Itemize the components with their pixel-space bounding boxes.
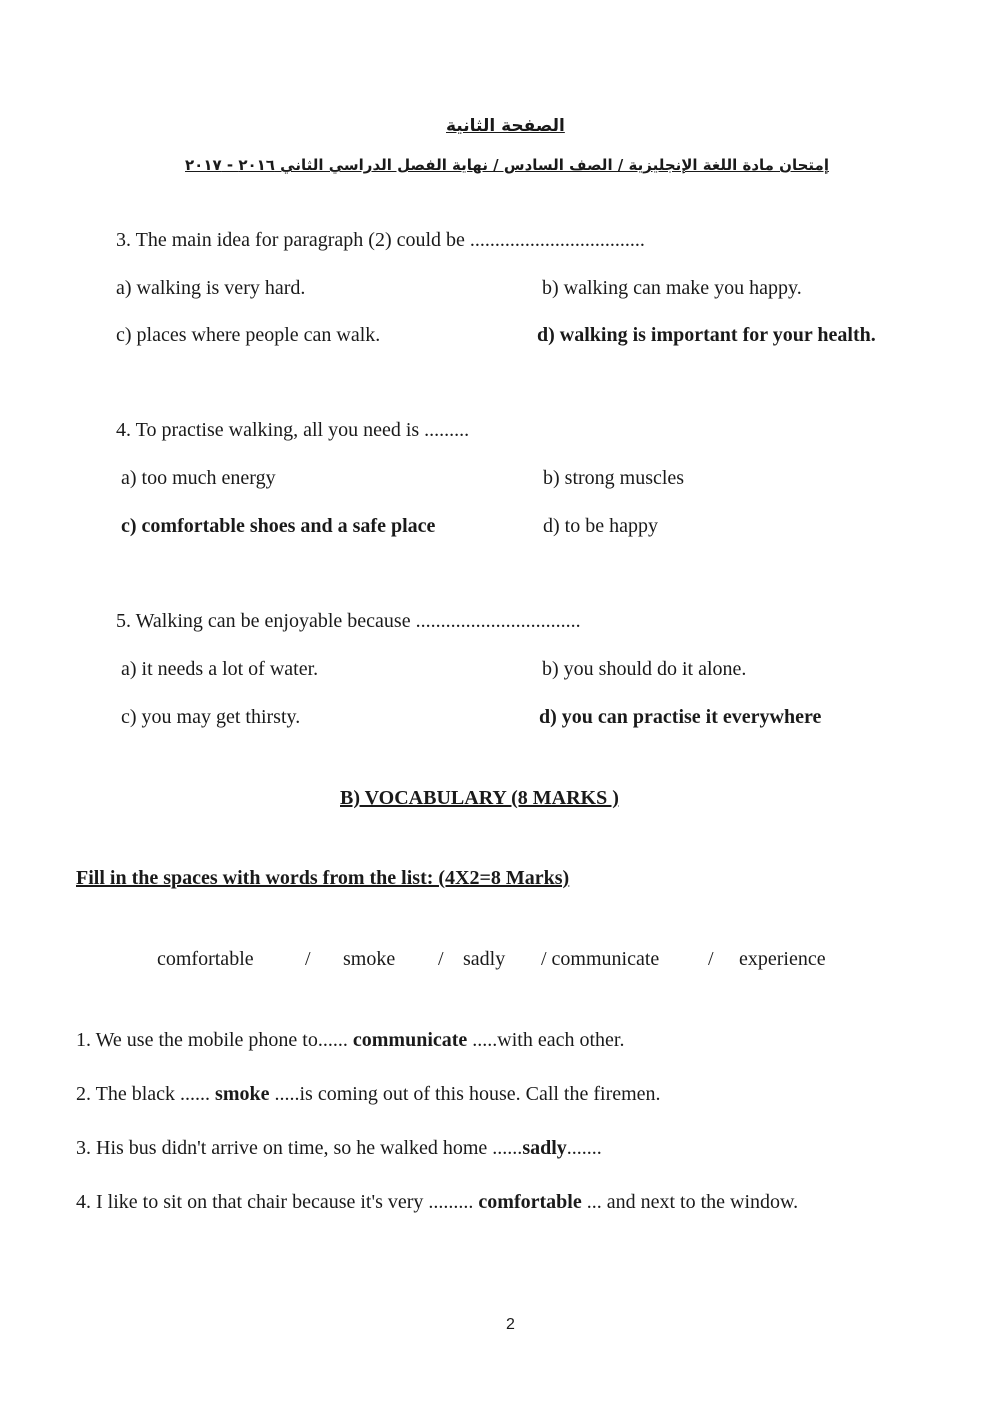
sentence-text: ....... bbox=[566, 1137, 602, 1159]
question-5-option-d: d) you can practise it everywhere bbox=[539, 706, 822, 728]
sentence-text: ... and next to the window. bbox=[581, 1191, 799, 1213]
vocabulary-instruction: Fill in the spaces with words from the list: (4X2=8 Marks) bbox=[76, 867, 570, 889]
question-4-option-a: a) too much energy bbox=[121, 467, 276, 489]
sentence-4 bbox=[76, 1191, 798, 1214]
question-5-stem: 5. Walking can be enjoyable because ................................. bbox=[116, 610, 581, 632]
question-4-option-c: c) comfortable shoes and a safe place bbox=[121, 515, 436, 537]
sentence-answer: communicate bbox=[352, 1029, 468, 1051]
sentence-text: 1. We use the mobile phone to...... bbox=[76, 1029, 353, 1051]
word-list-item: experience bbox=[739, 948, 826, 970]
sentence-answer: sadly bbox=[522, 1137, 567, 1159]
question-3-stem: 3. The main idea for paragraph (2) could be ................................... bbox=[116, 229, 645, 251]
vocabulary-heading: B) VOCABULARY (8 MARKS ) bbox=[340, 787, 619, 809]
sentence-text: .....with each other. bbox=[467, 1029, 625, 1051]
question-3-option-a: a) walking is very hard. bbox=[116, 277, 306, 299]
question-3-option-b: b) walking can make you happy. bbox=[542, 277, 802, 299]
sentence-text: 3. His bus didn't arrive on time, so he walked home ...... bbox=[76, 1137, 523, 1159]
word-list-separator: / bbox=[438, 948, 444, 970]
exam-title: إمتحان مادة اللغة الإنجليزية / الصف السادس / نهاية الفصل الدراسي الثاني ٢٠١٦ - ٢٠١٧ bbox=[185, 156, 829, 174]
sentence-answer: comfortable bbox=[478, 1191, 582, 1213]
sentence-text: 4. I like to sit on that chair because it's very ......... bbox=[76, 1191, 479, 1213]
sentence-answer: smoke bbox=[215, 1083, 270, 1105]
question-5-option-a: a) it needs a lot of water. bbox=[121, 658, 319, 680]
question-4-stem: 4. To practise walking, all you need is ......... bbox=[116, 419, 470, 441]
word-list-item: sadly bbox=[463, 948, 506, 970]
question-5-option-c: c) you may get thirsty. bbox=[121, 706, 301, 728]
word-list-item: smoke bbox=[343, 948, 396, 970]
sentence-text: .....is coming out of this house. Call the firemen. bbox=[269, 1083, 661, 1105]
word-list-separator: / bbox=[305, 948, 311, 970]
question-3-option-c: c) places where people can walk. bbox=[116, 324, 381, 346]
sentence-3 bbox=[76, 1137, 602, 1160]
question-5-option-b: b) you should do it alone. bbox=[542, 658, 747, 680]
word-list-item: / communicate bbox=[541, 948, 660, 970]
sentence-2 bbox=[76, 1083, 661, 1106]
sentence-1 bbox=[76, 1029, 624, 1052]
question-4-option-d: d) to be happy bbox=[543, 515, 658, 537]
word-list-item: comfortable bbox=[157, 948, 254, 970]
page-number: 2 bbox=[506, 1316, 515, 1333]
question-3-option-d: d) walking is important for your health. bbox=[537, 324, 876, 346]
page-label: الصفحة الثانية bbox=[446, 116, 565, 136]
question-4-option-b: b) strong muscles bbox=[543, 467, 685, 489]
sentence-text: 2. The black ...... bbox=[76, 1083, 216, 1105]
word-list-separator: / bbox=[708, 948, 714, 970]
